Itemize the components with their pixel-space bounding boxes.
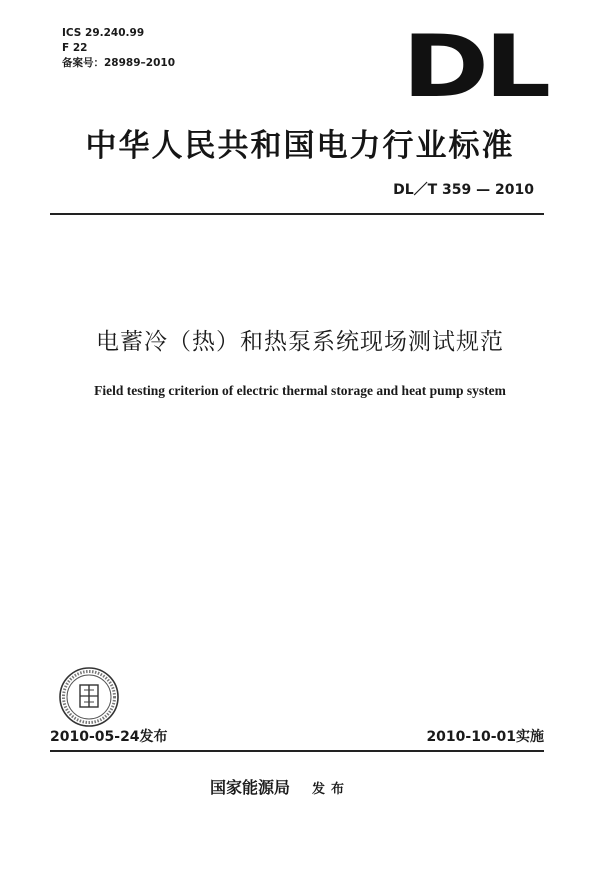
document-meta <box>62 26 175 71</box>
dl-logo: DL <box>402 17 547 117</box>
ics-code: ICS 29.240.99 <box>62 27 145 39</box>
publisher-name: 国家能源局 <box>210 778 291 797</box>
footer-divider <box>50 750 544 752</box>
filing-number: 备案号：28989–2010 <box>62 57 176 69</box>
issue-date: 2010-05-24发布 <box>50 729 168 745</box>
publisher-action: 发布 <box>312 782 351 797</box>
standard-number: DL／T 359 — 2010 <box>393 182 534 198</box>
document-title-english: Field testing criterion of electric thermal storage and heat pump system <box>94 383 506 398</box>
header-divider <box>50 213 544 215</box>
publisher-line <box>210 775 350 798</box>
industry-standard-title: 中华人民共和国电力行业标准 <box>85 128 515 164</box>
publisher-seal-icon <box>58 666 120 728</box>
document-title-chinese: 电蓄冷（热）和热泵系统现场测试规范 <box>96 329 504 355</box>
classification-code: F 22 <box>62 42 88 54</box>
date-row <box>50 726 544 746</box>
implementation-date: 2010-10-01实施 <box>426 729 544 745</box>
